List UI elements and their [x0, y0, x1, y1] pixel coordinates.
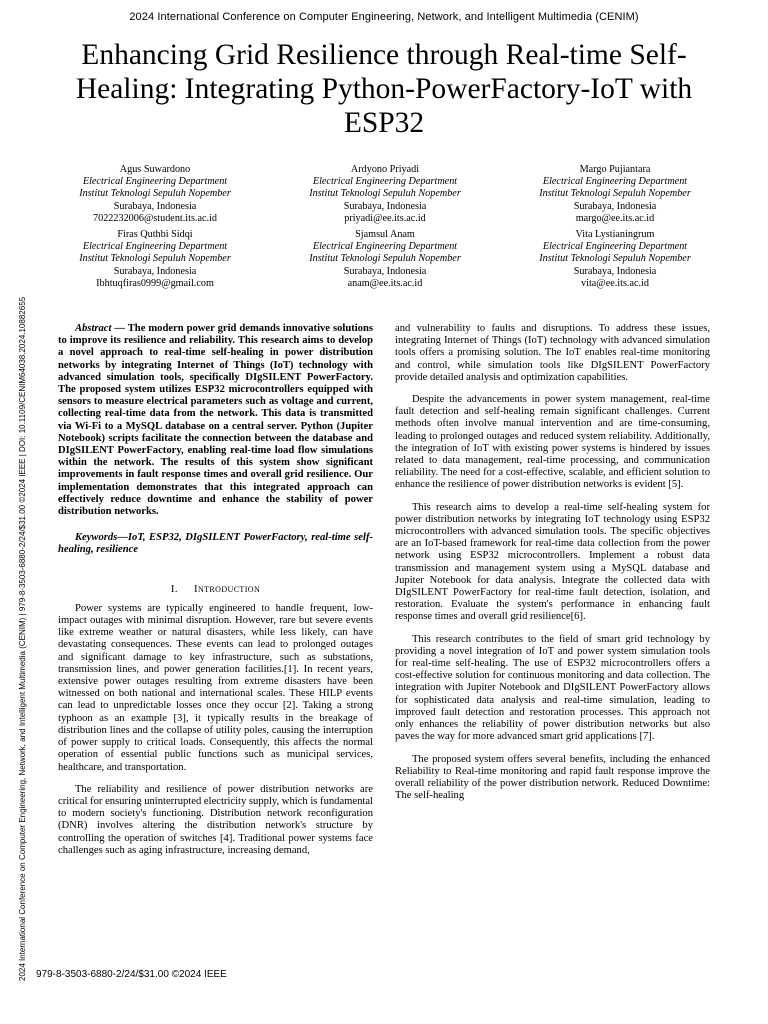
author-department: Electrical Engineering Department [542, 241, 688, 253]
author-name: Margo Pujiantara [579, 164, 651, 175]
author-department: Electrical Engineering Department [82, 176, 228, 188]
section-title: Introduction [193, 582, 261, 595]
author-card [270, 229, 500, 290]
author-department: Electrical Engineering Department [82, 241, 228, 253]
keywords: Keywords—IoT, ESP32, DIgSILENT PowerFactory, real-time self-healing, resilience [58, 532, 373, 556]
author-email[interactable]: anam@ee.its.ac.id [347, 277, 423, 289]
body-paragraph: The proposed system offers several benefits, including the enhanced Reliability to Real-time monitoring and rapid fault response improve the overall reliability of the power distribution network. Reduced Downtime: The self-healing [395, 753, 710, 802]
left-column [58, 323, 373, 867]
section-number: I. [170, 582, 178, 595]
author-department: Electrical Engineering Department [312, 241, 458, 253]
body-paragraph: This research contributes to the field of smart grid technology by providing a novel integration of IoT and power system simulation tools for real-time self-healing. The use of ESP32 microcontrollers offers a cost-effective solution for continuous monitoring and data collection. The integration with Jupiter Notebook and DIgSILENT PowerFactory allows for sophisticated data analysis and real-time simulation, leading to improved fault detection and restoration processes. This approach not only enhances the reliability of power distribution networks but also paves the way for more advanced smart grid applications [7]. [395, 633, 710, 743]
abstract [58, 323, 373, 518]
author-city: Surabaya, Indonesia [113, 200, 197, 212]
author-email[interactable]: Ibhtuqfiras0999@gmail.com [96, 277, 214, 289]
author-department: Electrical Engineering Department [542, 176, 688, 188]
author-city: Surabaya, Indonesia [573, 200, 657, 212]
body-paragraph: The reliability and resilience of power distribution networks are critical for ensuring uninterrupted electricity supply, which is fundamental to modern society's functioning. Distribution network reconfiguration (DNR) involves altering the distribution network's structure by controlling the operation of switches [4]. Traditional power systems face challenges such as aging infrastructure, increasing demand, [58, 783, 373, 856]
author-institution: Institut Teknologi Sepuluh Nopember [309, 253, 461, 265]
author-institution: Institut Teknologi Sepuluh Nopember [539, 253, 691, 265]
author-name: Sjamsul Anam [355, 229, 415, 241]
author-name: Firas Quthbi Sidqi [117, 229, 193, 241]
author-city: Surabaya, Indonesia [343, 200, 427, 212]
abstract-label: Abstract [74, 323, 112, 334]
body-paragraph: and vulnerability to faults and disruptions. To address these issues, integrating Internet of Things (IoT) technology with advanced simulation tools offers a promising solution. The IoT enables real-time monitoring and control, while simulation tools like DIgSILENT PowerFactory provide detailed analysis and optimization capabilities. [395, 323, 710, 383]
author-card [270, 164, 500, 225]
author-card [40, 164, 270, 225]
author-institution: Institut Teknologi Sepuluh Nopember [79, 253, 231, 265]
author-email[interactable]: priyadi@ee.its.ac.id [344, 212, 426, 224]
author-email[interactable]: 7022232006@student.its.ac.id [93, 212, 217, 224]
author-institution: Institut Teknologi Sepuluh Nopember [79, 188, 231, 200]
copyright-footer: 979-8-3503-6880-2/24/$31.00 ©2024 IEEE [36, 969, 227, 980]
author-card [500, 164, 730, 225]
author-card [40, 229, 270, 290]
author-block [40, 164, 730, 290]
author-department: Electrical Engineering Department [312, 176, 458, 188]
body-paragraph: Power systems are typically engineered to handle frequent, low-impact outages with minimal disruption. However, rare but severe events like extreme weather or natural disasters, while less likely, can have devastating consequences. These events can lead to prolonged outages and significant damage to key infrastructure, such as substations, transmission lines, and power generation facilities.[1]. In recent years, extensive power outages resulting from extreme disasters have been witnessed on both national and international scales. These HILP events can lead to unpredictable losses once they occur [2]. Taking a strong typhoon as an example [3], it typically results in the breakage of distribution lines and the collapse of utility poles, causing the interruption of power supply to critical loads. Consequently, this affects the normal operation of essential public functions such as municipal services, healthcare, and transportation. [58, 602, 373, 773]
section-heading-introduction [58, 583, 373, 595]
body-paragraph: Despite the advancements in power system management, real-time fault detection and self-healing remain significant challenges. Current methods often involve manual intervention and are time-consuming, leading to prolonged outages and reduced system reliability. Additionally, the integration of IoT with existing power systems is hindered by issues related to data management, real-time processing, and communication reliability. The need for a cost-effective, scalable, and efficient solution to enhance the resilience of power distribution networks is evident [5]. [395, 394, 710, 491]
author-name: Ardyono Priyadi [350, 164, 420, 175]
abstract-text: — The modern power grid demands innovative solutions to improve its resilience and reliability. This research aims to develop a novel approach to real-time self-healing in power distribution networks by integrating Internet of Things (IoT) technology with advanced simulation tools, specifically DIgSILENT PowerFactory. The proposed system utilizes ESP32 microcontrollers equipped with sensors to measure electrical parameters such as voltage and current, collecting real-time data from the network. This data is transmitted via Wi-Fi to a MySQL database on a central server. Python (Jupiter Notebook) scripts facilitate the connection between the database and DIgSILENT PowerFactory, enabling real-time load flow simulations within the network. The results of this system show significant improvements in fault response times and overall grid resilience. Our implementation demonstrates that this integrated approach can effectively reduce downtime and enhance the stability of power distribution networks. [58, 323, 373, 518]
author-email[interactable]: margo@ee.its.ac.id [575, 212, 655, 224]
doi-side-note: 2024 International Conference on Computer Engineering, Network, and Intelligent Multimedia (CENIM) | 979-8-3503-6880-2/24/$31.00 ©2024 IEEE | DOI: 10.1109/CENIM64038.2024.10882655 [18, 296, 27, 981]
author-email[interactable]: vita@ee.its.ac.id [581, 277, 649, 289]
right-column [395, 323, 710, 812]
author-name: Agus Suwardono [119, 164, 191, 175]
author-institution: Institut Teknologi Sepuluh Nopember [539, 188, 691, 200]
paper-title: Enhancing Grid Resilience through Real-time Self-Healing: Integrating Python-PowerFactory-IoT with ESP32 [75, 39, 693, 139]
conference-header: 2024 International Conference on Computer Engineering, Network, and Intelligent Multimedia (CENIM) [129, 11, 639, 23]
author-city: Surabaya, Indonesia [573, 265, 657, 277]
author-name: Vita Lystianingrum [575, 229, 655, 241]
body-paragraph: This research aims to develop a real-time self-healing system for power distribution networks by integrating IoT technology using ESP32 microcontrollers with advanced simulation tools. The specific objectives are an IoT-based framework for real-time data collection from the power network using ESP32 microcontrollers. Implement a robust data transmission and management system using a MySQL database and Jupiter Notebook for data analysis. Integrate the collected data with DIgSILENT PowerFactory for real-time fault detection, isolation, and restoration. Evaluate the system's performance in enhancing fault response times and overall grid resilience[6]. [395, 501, 710, 623]
author-institution: Institut Teknologi Sepuluh Nopember [309, 188, 461, 200]
author-city: Surabaya, Indonesia [343, 265, 427, 277]
author-card [500, 229, 730, 290]
author-city: Surabaya, Indonesia [113, 265, 197, 277]
